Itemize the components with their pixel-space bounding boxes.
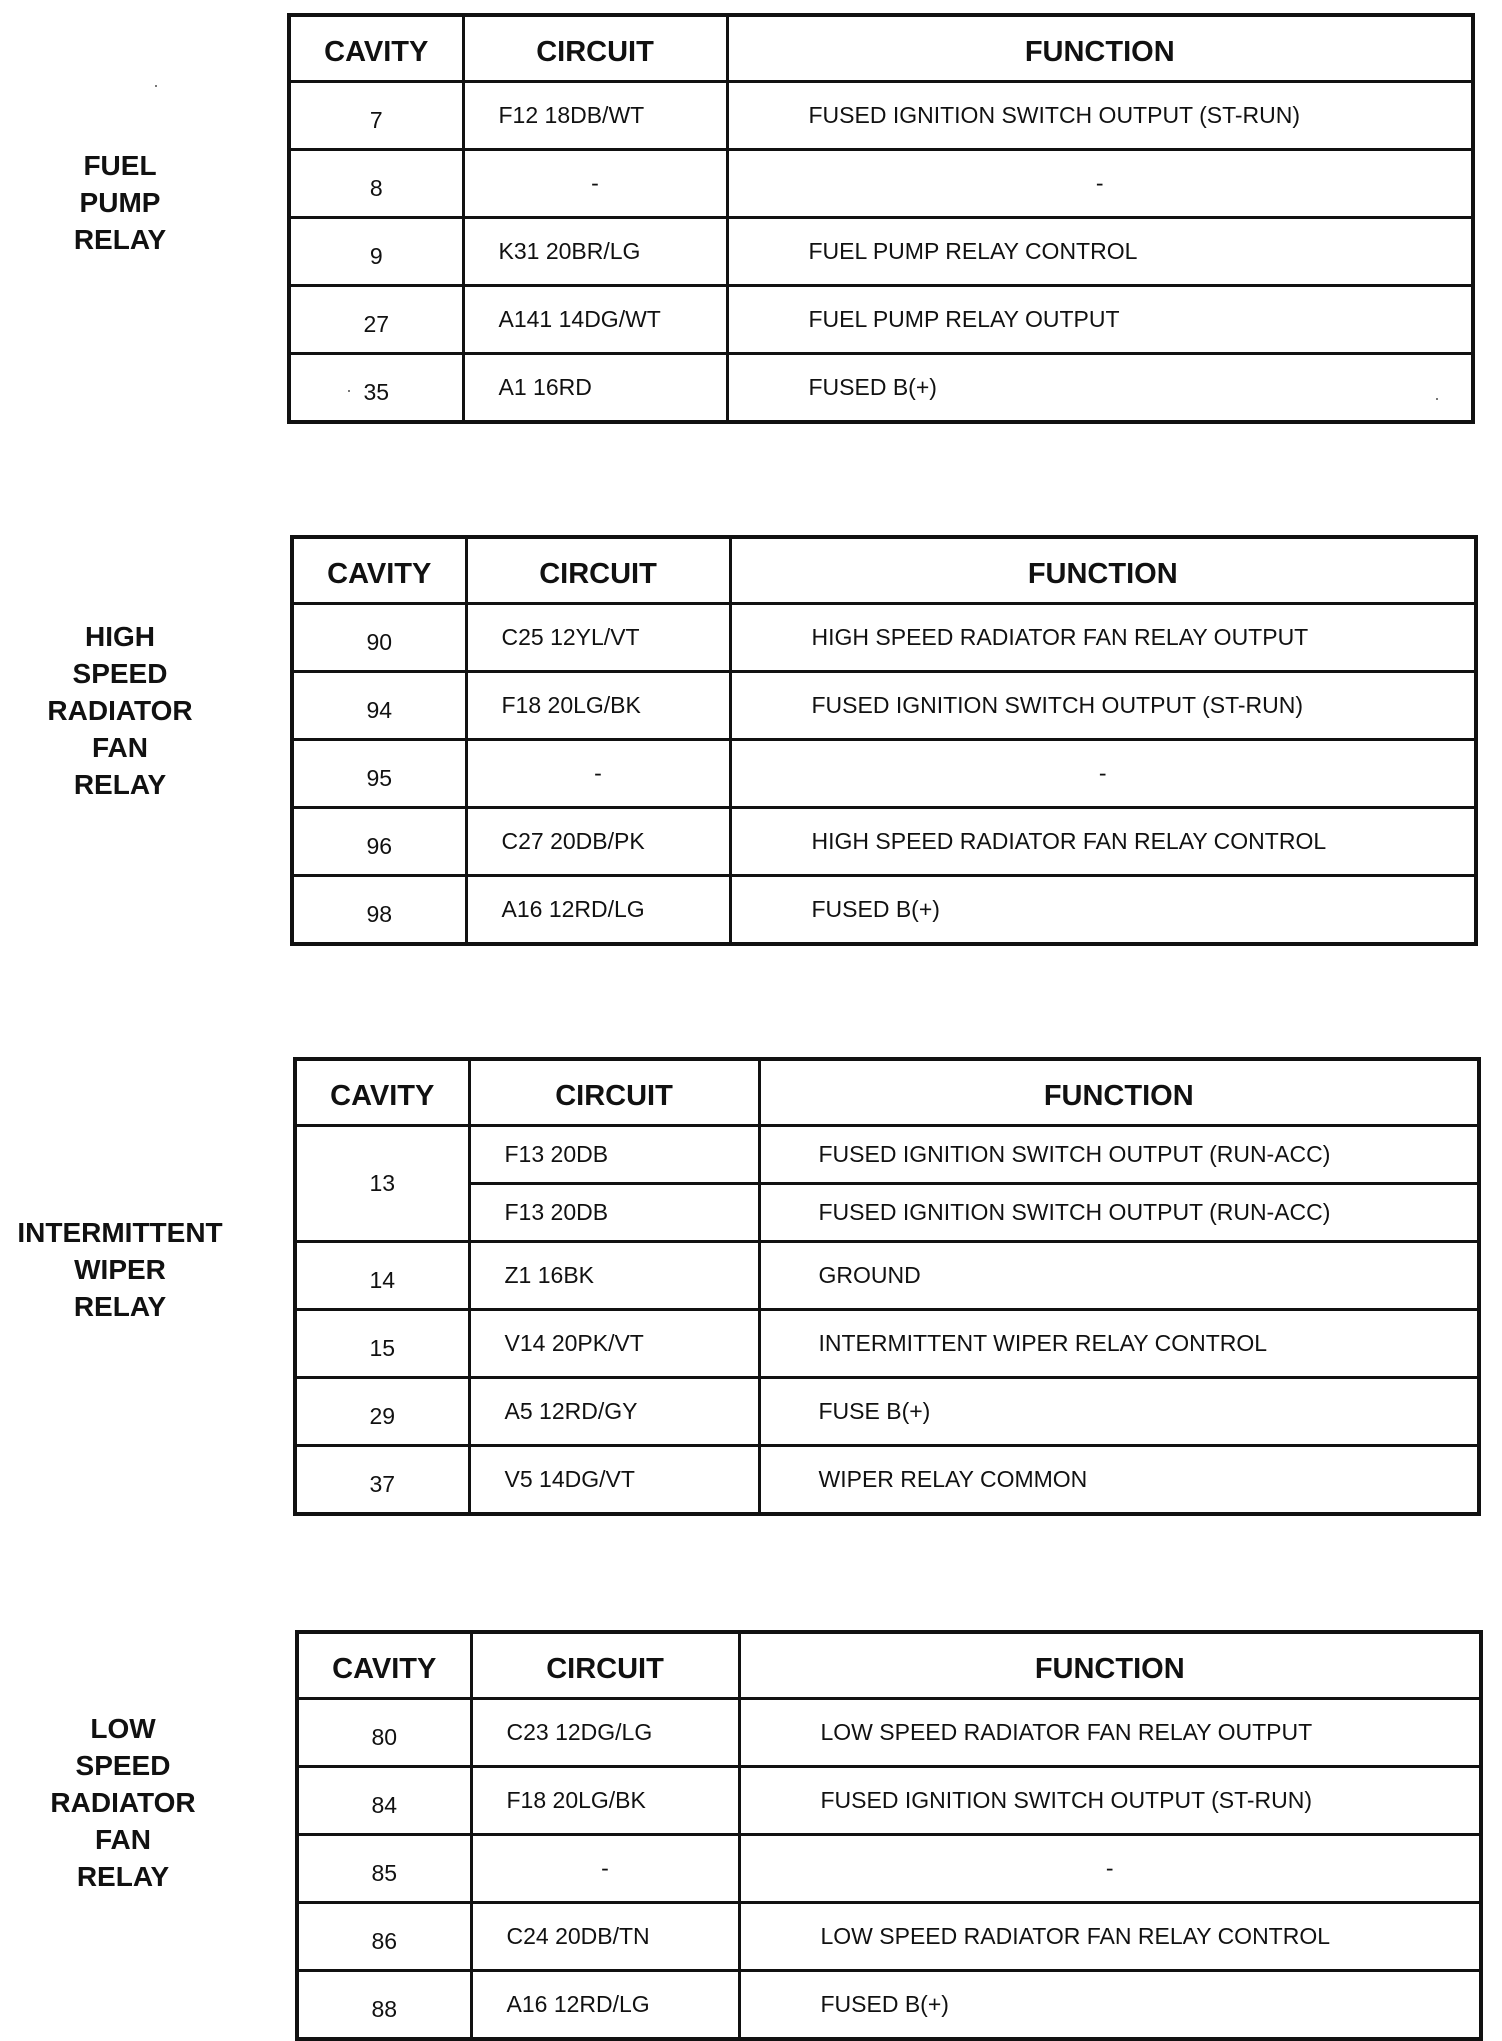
table-row: [297, 1766, 1481, 1834]
function-cell: LOW SPEED RADIATOR FAN RELAY OUTPUT: [739, 1698, 1481, 1766]
relay-label-line: LOW: [90, 1713, 156, 1744]
function-cell: HIGH SPEED RADIATOR FAN RELAY CONTROL: [730, 807, 1476, 875]
cavity-cell: 13: [295, 1125, 469, 1241]
circuit-cell: A16 12RD/LG: [466, 875, 730, 944]
table-header-row: [289, 15, 1473, 81]
cavity-cell: 7: [289, 81, 463, 149]
circuit-cell: C27 20DB/PK: [466, 807, 730, 875]
relay-label: [0, 618, 240, 803]
circuit-cell: -: [471, 1834, 739, 1902]
relay-label-line: FAN: [95, 1824, 151, 1855]
header-function: FUNCTION: [727, 15, 1473, 81]
table-row: [297, 1698, 1481, 1766]
table-row: [289, 217, 1473, 285]
function-cell: FUSE B(+): [759, 1377, 1479, 1445]
cavity-cell: 37: [295, 1445, 469, 1514]
table-header-row: [297, 1632, 1481, 1698]
function-cell: FUSED B(+): [727, 353, 1473, 422]
header-cavity: CAVITY: [289, 15, 463, 81]
circuit-cell: A1 16RD: [463, 353, 727, 422]
table-row: [295, 1377, 1479, 1445]
relay-label-line: PUMP: [79, 187, 161, 218]
function-cell: GROUND: [759, 1241, 1479, 1309]
function-cell: INTERMITTENT WIPER RELAY CONTROL: [759, 1309, 1479, 1377]
relay-label: [0, 147, 240, 258]
relay-label-line: RADIATOR: [47, 695, 193, 726]
cavity-cell: 96: [292, 807, 466, 875]
cavity-cell: 14: [295, 1241, 469, 1309]
function-cell: -: [727, 149, 1473, 217]
pin-table: [293, 1057, 1481, 1516]
circuit-cell: A16 12RD/LG: [471, 1970, 739, 2039]
function-cell: LOW SPEED RADIATOR FAN RELAY CONTROL: [739, 1902, 1481, 1970]
header-cavity: CAVITY: [297, 1632, 471, 1698]
table-row: [289, 81, 1473, 149]
cavity-cell: 86: [297, 1902, 471, 1970]
relay-label-line: RELAY: [73, 769, 167, 800]
relay-label-line: RELAY: [73, 1291, 167, 1322]
circuit-cell: C25 12YL/VT: [466, 603, 730, 671]
function-cell: FUEL PUMP RELAY OUTPUT: [727, 285, 1473, 353]
circuit-cell: F13 20DB: [469, 1183, 759, 1241]
relay-label: [0, 1214, 240, 1325]
table-row: [297, 1970, 1481, 2039]
header-function: FUNCTION: [730, 537, 1476, 603]
cavity-cell: 8: [289, 149, 463, 217]
header-circuit: CIRCUIT: [471, 1632, 739, 1698]
cavity-cell: 94: [292, 671, 466, 739]
relay-label-line: INTERMITTENT: [17, 1217, 223, 1248]
circuit-cell: C23 12DG/LG: [471, 1698, 739, 1766]
function-cell: -: [739, 1834, 1481, 1902]
cavity-cell: 35: [289, 353, 463, 422]
cavity-cell: 88: [297, 1970, 471, 2039]
cavity-cell: 15: [295, 1309, 469, 1377]
circuit-cell: F18 20LG/BK: [471, 1766, 739, 1834]
function-cell: FUSED B(+): [730, 875, 1476, 944]
circuit-cell: A141 14DG/WT: [463, 285, 727, 353]
cavity-cell: 9: [289, 217, 463, 285]
header-function: FUNCTION: [739, 1632, 1481, 1698]
relay-label-line: FAN: [92, 732, 148, 763]
relay-label-line: FUEL: [83, 150, 157, 181]
table-row: [295, 1309, 1479, 1377]
circuit-cell: Z1 16BK: [469, 1241, 759, 1309]
cavity-cell: 84: [297, 1766, 471, 1834]
scan-speck: [348, 390, 350, 392]
header-circuit: CIRCUIT: [466, 537, 730, 603]
circuit-cell: F18 20LG/BK: [466, 671, 730, 739]
circuit-cell: V5 14DG/VT: [469, 1445, 759, 1514]
pin-table: [287, 13, 1475, 424]
pin-table: [290, 535, 1478, 946]
table-row: [292, 671, 1476, 739]
table-row: [295, 1241, 1479, 1309]
circuit-cell: F12 18DB/WT: [463, 81, 727, 149]
circuit-cell: K31 20BR/LG: [463, 217, 727, 285]
table-row: [297, 1834, 1481, 1902]
function-cell: FUSED IGNITION SWITCH OUTPUT (ST-RUN): [727, 81, 1473, 149]
cavity-cell: 80: [297, 1698, 471, 1766]
circuit-cell: C24 20DB/TN: [471, 1902, 739, 1970]
relay-label-line: RELAY: [76, 1861, 170, 1892]
table-row: [292, 807, 1476, 875]
function-cell: -: [730, 739, 1476, 807]
relay-label-line: RADIATOR: [50, 1787, 196, 1818]
function-cell: FUSED IGNITION SWITCH OUTPUT (RUN-ACC): [759, 1183, 1479, 1241]
circuit-cell: A5 12RD/GY: [469, 1377, 759, 1445]
table-row: [289, 285, 1473, 353]
cavity-cell: 29: [295, 1377, 469, 1445]
pin-table: [295, 1630, 1483, 2041]
table-row: [289, 353, 1473, 422]
scan-speck: [1436, 398, 1438, 400]
header-function: FUNCTION: [759, 1059, 1479, 1125]
cavity-cell: 95: [292, 739, 466, 807]
cavity-cell: 90: [292, 603, 466, 671]
header-cavity: CAVITY: [292, 537, 466, 603]
table-row: [292, 603, 1476, 671]
scan-speck: [155, 85, 157, 87]
table-row: [292, 739, 1476, 807]
header-circuit: CIRCUIT: [463, 15, 727, 81]
circuit-cell: F13 20DB: [469, 1125, 759, 1183]
function-cell: HIGH SPEED RADIATOR FAN RELAY OUTPUT: [730, 603, 1476, 671]
circuit-cell: -: [466, 739, 730, 807]
relay-label-line: RELAY: [73, 224, 167, 255]
table-header-row: [292, 537, 1476, 603]
function-cell: WIPER RELAY COMMON: [759, 1445, 1479, 1514]
function-cell: FUSED B(+): [739, 1970, 1481, 2039]
circuit-cell: V14 20PK/VT: [469, 1309, 759, 1377]
table-row: [295, 1445, 1479, 1514]
function-cell: FUSED IGNITION SWITCH OUTPUT (RUN-ACC): [759, 1125, 1479, 1183]
table-header-row: [295, 1059, 1479, 1125]
relay-label-line: SPEED: [72, 658, 168, 689]
circuit-cell: -: [463, 149, 727, 217]
table-row: [297, 1902, 1481, 1970]
function-cell: FUSED IGNITION SWITCH OUTPUT (ST-RUN): [739, 1766, 1481, 1834]
relay-label-line: SPEED: [75, 1750, 171, 1781]
header-cavity: CAVITY: [295, 1059, 469, 1125]
cavity-cell: 85: [297, 1834, 471, 1902]
header-circuit: CIRCUIT: [469, 1059, 759, 1125]
cavity-cell: 27: [289, 285, 463, 353]
cavity-cell: 98: [292, 875, 466, 944]
table-row: [292, 875, 1476, 944]
relay-label: [3, 1710, 243, 1895]
function-cell: FUSED IGNITION SWITCH OUTPUT (ST-RUN): [730, 671, 1476, 739]
function-cell: FUEL PUMP RELAY CONTROL: [727, 217, 1473, 285]
relay-label-line: WIPER: [74, 1254, 166, 1285]
table-row: [295, 1183, 1479, 1241]
table-row: [289, 149, 1473, 217]
relay-label-line: HIGH: [85, 621, 155, 652]
table-row: [295, 1125, 1479, 1183]
